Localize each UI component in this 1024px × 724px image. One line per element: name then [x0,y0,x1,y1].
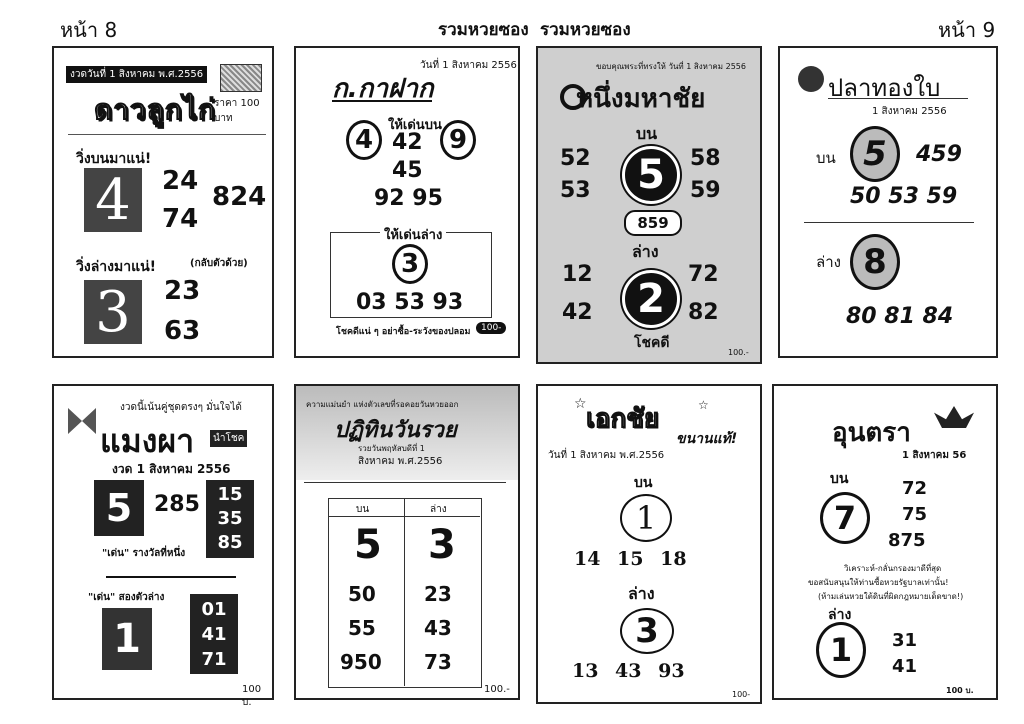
highlight-number: 4 [346,120,382,160]
top-note: ขอบคุณพระที่ทรงให้ วันที่ 1 สิงหาคม 2556 [596,62,746,71]
big-number: 5 [622,146,680,204]
panel-title: ก.กาฝาก [332,74,434,104]
panel-ek-chai [536,384,762,704]
number: 01 [201,598,227,620]
section-label: วิ่งล่างมาแน่! [76,259,157,275]
big-number: 5 [354,522,382,568]
subtitle: รวยวันพฤหัสบดีที่ 1 [358,444,425,453]
big-number: 3 [84,280,142,344]
number: 85 [217,532,243,553]
panel-dao-luk-kai [52,46,274,358]
section-label: ให้เด่นล่าง [380,224,446,245]
divider [68,134,266,135]
number: 72 [902,478,928,499]
number: 55 [348,616,376,640]
number: 41 [892,656,918,677]
number: 52 [560,146,591,171]
number: 23 [164,276,201,306]
number: 824 [212,182,267,212]
date: งวด 1 สิงหาคม 2556 [112,462,231,476]
number: 03 53 93 [356,290,464,315]
big-number: 3 [620,608,674,654]
divider [332,100,432,102]
number: 42 [392,130,423,155]
panel-nueng-maha-chai [536,46,762,364]
big-number: 3 [428,522,456,568]
number: 75 [902,504,928,525]
footer: โชคดีแน่ ๆ อย่าซื้อ-ระวังของปลอม [336,327,471,337]
barcode-icon [220,64,262,92]
big-number: 8 [850,234,900,290]
section-label: บน [634,475,653,491]
section-label: ล่าง [828,607,852,623]
section-title-left: รวมหวยซอง [438,20,529,40]
panel-pla-thong-bai [778,46,998,358]
note: ขอสนับสนุนให้ท่านซื้อหวยรัฐบาลเท่านั้น! [808,578,949,587]
date: สิงหาคม พ.ศ.2556 [358,456,443,467]
price: 100- [476,322,506,334]
number-pill: 859 [624,210,682,236]
number: 50 53 59 [850,184,958,209]
panel-ka-fak [294,46,520,358]
number: 50 [348,582,376,606]
divider [106,576,236,578]
note: (กลับตัวด้วย) [190,258,248,269]
section-label: วิ่งบนมาแน่! [76,151,152,167]
number: 63 [164,316,201,346]
badge: นำโชค [210,430,247,447]
number: 41 [201,623,227,645]
number: 459 [916,142,962,167]
divider [828,98,968,99]
big-number: 1 [102,608,152,670]
bat-icon [934,406,974,428]
section-label: บน [830,471,849,487]
number: 875 [888,530,926,551]
number: 82 [688,300,719,325]
date: วันที่ 1 สิงหาคม พ.ศ.2556 [548,450,665,461]
note: "เด่น" รางวัลที่หนึ่ง [102,548,186,559]
section-title-right: รวมหวยซอง [540,20,631,40]
top-note: งวดวันที่ 1 สิงหาคม พ.ศ.2556 [66,66,207,83]
section-label: ล่าง [628,584,655,603]
number: 71 [201,648,227,670]
price: 100.- [484,684,510,695]
number: 950 [340,650,382,674]
star-icon: ☆ [574,396,587,412]
panel-un-tra [772,384,998,700]
big-number: 7 [820,492,870,544]
section-label: ให้เด่นบน [388,118,442,133]
note: "เด่น" สองตัวล่าง [88,592,165,603]
number: 31 [892,630,918,651]
page-number-right: หน้า 9 [938,18,996,42]
moth-icon [68,408,96,434]
date: วันที่ 1 สิงหาคม 2556 [420,60,517,71]
panel-title: เอกชัย [586,404,660,434]
panel-title: ดาวลูกไก่ [94,93,216,126]
number: 42 [562,300,593,325]
number: 23 [424,582,452,606]
number-column [206,480,254,558]
price: ราคา 100 บาท [214,98,260,124]
number-column [190,594,238,674]
note: (ห้ามเล่นหวยใต้ดินที่ผิดกฎหมายเด็ดขาด!) [818,592,964,601]
number: 53 [560,178,591,203]
table-divider [404,498,405,686]
number: 80 81 84 [846,304,954,329]
subtitle: ขนานแท้! [676,431,738,447]
number: 15 [217,484,243,505]
date: 1 สิงหาคม 56 [902,450,967,461]
price: 100- [732,690,751,699]
big-number: 5 [850,126,900,182]
number: 14 15 18 [574,548,687,570]
number: 45 [392,158,423,183]
footer: โชคดี [634,335,670,351]
number: 58 [690,146,721,171]
divider [804,222,974,223]
section-label: ล่าง [816,253,841,271]
number: 35 [217,508,243,529]
column-header: บน [356,504,370,515]
page-number-left: หน้า 8 [60,18,118,42]
big-number: 1 [816,622,866,678]
highlight-number: 3 [392,244,428,284]
number: 12 [562,262,593,287]
number: 92 95 [374,186,443,211]
top-note: ความแม่นยำ แห่งตัวเลขที่รอคอยวันหวยออก [306,400,459,409]
section-label: ล่าง [632,242,659,261]
big-number: 1 [620,494,672,542]
divider [304,482,506,483]
big-number: 2 [622,270,680,328]
panel-title: อุนตรา [832,418,911,448]
price: 100 บ. [946,686,974,695]
number: 74 [162,204,199,234]
section-label: บน [636,124,658,143]
panel-maeng-pha [52,384,274,708]
fish-icon [798,66,824,92]
top-note: งวดนี้เน้นคู่ชุดตรงๆ มั่นใจได้ [120,402,242,413]
number: 72 [688,262,719,287]
panel-patithin-wan-ruai [294,384,520,700]
number: 59 [690,178,721,203]
panel-title: ปฏิทินวันรวย [334,418,457,443]
panel-title: แมงผา [100,422,195,460]
number: 73 [424,650,452,674]
number: 13 43 93 [572,660,685,682]
note: วิเคราะห์-กลั่นกรองมาดีที่สุด [844,564,942,573]
column-header: ล่าง [430,504,447,515]
number: 43 [424,616,452,640]
price: 100.- [728,348,749,357]
price: 100 บ. [242,684,262,708]
table-divider [328,516,480,517]
number: 285 [154,492,200,517]
big-number: 4 [84,168,142,232]
highlight-number: 9 [440,120,476,160]
number: 24 [162,166,199,196]
panel-title: ปลาทองใบ [828,74,941,102]
date: 1 สิงหาคม 2556 [872,106,947,117]
panel-title: หนึ่งมหาชัย [576,84,706,114]
big-number: 5 [94,480,144,536]
section-label: บน [816,149,836,167]
star-icon: ☆ [698,398,709,412]
